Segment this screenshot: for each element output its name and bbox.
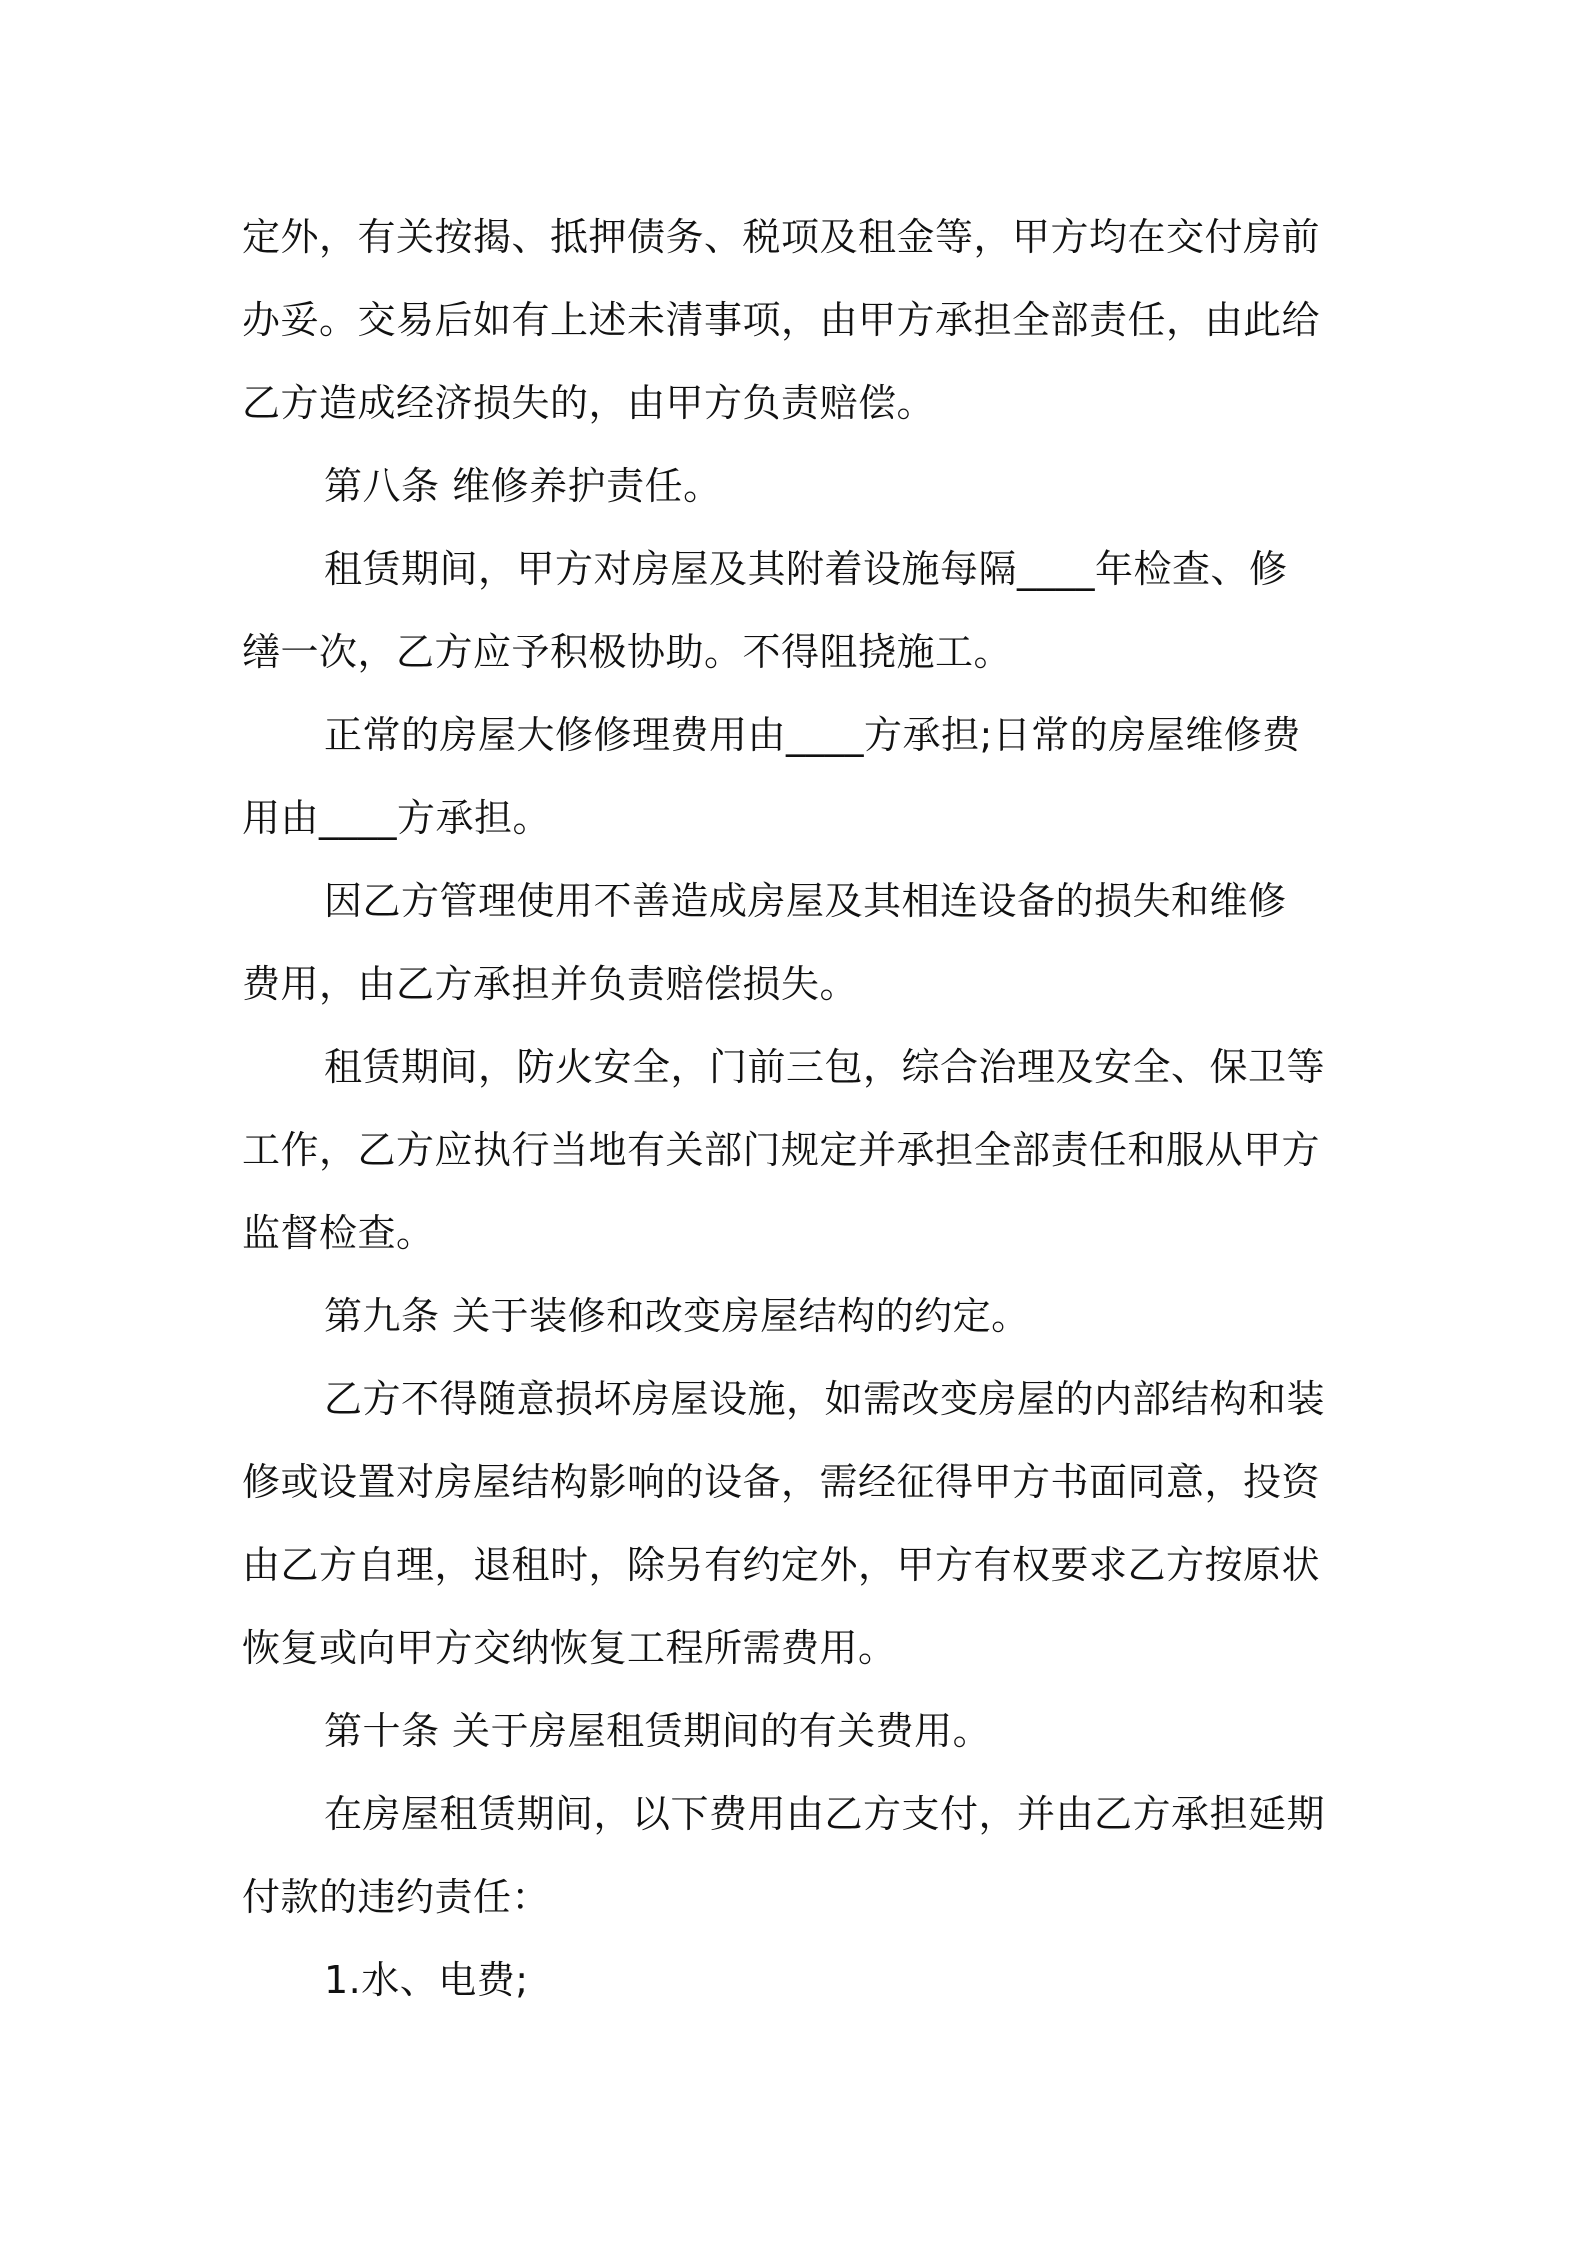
text-line: 付款的违约责任： (242, 1875, 551, 1919)
paragraph-continuation (242, 196, 1362, 445)
paragraph-inspection (242, 528, 1362, 694)
text-line: 因乙方管理使用不善造成房屋及其相连设备的损失和维修 (324, 879, 1287, 923)
text-line: 乙方不得随意损坏房屋设施，如需改变房屋的内部结构和装 (324, 1377, 1326, 1421)
text-line: 修或设置对房屋结构影响的设备，需经征得甲方书面同意，投资 (242, 1460, 1321, 1504)
paragraph-fire-safety (242, 1026, 1362, 1275)
text-line: 费用，由乙方承担并负责赔偿损失。 (242, 962, 859, 1006)
document-body (242, 196, 1362, 2022)
paragraph-renovation (242, 1358, 1362, 1690)
text-line: 监督检查。 (242, 1211, 435, 1255)
article-9-heading (242, 1275, 1362, 1358)
text-line: 缮一次，乙方应予积极协助。不得阻挠施工。 (242, 630, 1013, 674)
text-line: 用由____方承担。 (242, 796, 552, 840)
text-line: 1.水、电费; (324, 1958, 529, 2002)
text-line: 由乙方自理，退租时，除另有约定外，甲方有权要求乙方按原状 (242, 1543, 1321, 1587)
text-line: 第九条 关于装修和改变房屋结构的约定。 (324, 1294, 1030, 1338)
text-line: 第十条 关于房屋租赁期间的有关费用。 (324, 1709, 992, 1753)
list-item-utilities (242, 1939, 1362, 2022)
text-line: 办妥。交易后如有上述未清事项，由甲方承担全部责任，由此给 (242, 298, 1321, 342)
text-line: 正常的房屋大修修理费用由____方承担;日常的房屋维修费 (324, 713, 1301, 757)
paragraph-damage-liability (242, 860, 1362, 1026)
paragraph-fees (242, 1773, 1362, 1939)
paragraph-repair-costs (242, 694, 1362, 860)
article-10-heading (242, 1690, 1362, 1773)
text-line: 工作，乙方应执行当地有关部门规定并承担全部责任和服从甲方 (242, 1128, 1321, 1172)
text-line: 租赁期间，防火安全，门前三包，综合治理及安全、保卫等 (324, 1045, 1326, 1089)
text-line: 租赁期间，甲方对房屋及其附着设施每隔____年检查、修 (324, 547, 1288, 591)
text-line: 恢复或向甲方交纳恢复工程所需费用。 (242, 1626, 897, 1670)
article-8-heading (242, 445, 1362, 528)
text-line: 在房屋租赁期间，以下费用由乙方支付，并由乙方承担延期 (324, 1792, 1326, 1836)
text-line: 乙方造成经济损失的，由甲方负责赔偿。 (242, 381, 936, 425)
text-line: 第八条 维修养护责任。 (324, 464, 722, 508)
text-line: 定外，有关按揭、抵押债务、税项及租金等，甲方均在交付房前 (242, 215, 1321, 259)
